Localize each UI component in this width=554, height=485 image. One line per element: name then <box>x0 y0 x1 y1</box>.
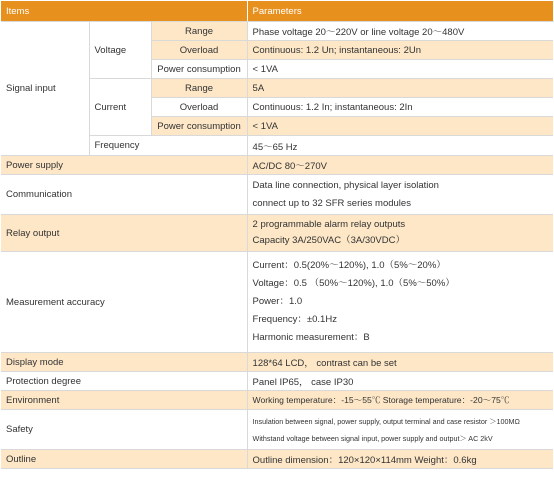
table-header <box>1 1 553 22</box>
header-parameters: Parameters <box>247 1 553 22</box>
safety-line: Withstand voltage between signal input, power supply and output＞ AC 2kV <box>252 433 493 443</box>
voltage-power-label: Power consumption <box>151 60 247 79</box>
communication-value <box>247 175 553 215</box>
accuracy-line: Current：0.5(20%～120%), 1.0（5%～20%） <box>252 260 446 271</box>
voltage-overload-label: Overload <box>151 41 247 60</box>
current-range-value: 5A <box>247 79 553 98</box>
display-mode-value: 128*64 LCD， contrast can be set <box>247 353 553 372</box>
table-row <box>1 156 553 175</box>
frequency-label: Frequency <box>89 136 247 156</box>
communication-line: Data line connection, physical layer isolation <box>252 179 439 191</box>
environment-value: Working temperature：-15～55℃ Storage temperature：-20～75℃ <box>247 391 553 410</box>
current-power-label: Power consumption <box>151 117 247 136</box>
voltage-label: Voltage <box>89 22 151 79</box>
table-row <box>1 175 553 215</box>
relay-output-line: Capacity 3A/250VAC（3A/30VDC） <box>252 235 405 246</box>
relay-output-line: 2 programmable alarm relay outputs <box>252 219 406 230</box>
current-overload-value: Continuous: 1.2 In; instantaneous: 2In <box>247 98 553 117</box>
voltage-overload-value: Continuous: 1.2 Un; instantaneous: 2Un <box>247 41 553 60</box>
current-overload-label: Overload <box>151 98 247 117</box>
voltage-power-value: < 1VA <box>247 60 553 79</box>
measurement-accuracy-value <box>247 252 553 353</box>
voltage-range-value: Phase voltage 20～220V or line voltage 20～480V <box>247 22 553 41</box>
accuracy-line: Frequency：±0.1Hz <box>252 314 337 325</box>
current-power-value: < 1VA <box>247 117 553 136</box>
measurement-accuracy-label: Measurement accuracy <box>1 252 247 353</box>
protection-degree-label: Protection degree <box>1 372 247 391</box>
voltage-range-label: Range <box>151 22 247 41</box>
table-row <box>1 391 553 410</box>
frequency-value: 45～65 Hz <box>247 136 553 156</box>
current-range-label: Range <box>151 79 247 98</box>
accuracy-line: Harmonic measurement：B <box>252 332 370 343</box>
accuracy-line: Power：1.0 <box>252 296 303 307</box>
relay-output-label: Relay output <box>1 215 247 252</box>
safety-label: Safety <box>1 410 247 450</box>
accuracy-line: Voltage：0.5 （50%～120%), 1.0（5%～50%） <box>252 278 455 289</box>
relay-output-value <box>247 215 553 252</box>
outline-value: Outline dimension：120×120×114mm Weight：0.6kg <box>247 450 553 469</box>
table-row <box>1 215 553 252</box>
environment-label: Environment <box>1 391 247 410</box>
safety-line: Insulation between signal, power supply, output terminal and case resistor ＞100MΩ <box>252 416 520 426</box>
table-row <box>1 372 553 391</box>
spec-table <box>1 1 554 469</box>
header-items: Items <box>1 1 247 22</box>
power-supply-label: Power supply <box>1 156 247 175</box>
outline-label: Outline <box>1 450 247 469</box>
communication-label: Communication <box>1 175 247 215</box>
table-row <box>1 252 553 353</box>
display-mode-label: Display mode <box>1 353 247 372</box>
table-row <box>1 450 553 469</box>
signal-input-label: Signal input <box>1 22 89 156</box>
safety-value <box>247 410 553 450</box>
table-row <box>1 410 553 450</box>
power-supply-value: AC/DC 80～270V <box>247 156 553 175</box>
protection-degree-value: Panel IP65， case IP30 <box>247 372 553 391</box>
table-row <box>1 353 553 372</box>
communication-line: connect up to 32 SFR series modules <box>252 197 411 209</box>
current-label: Current <box>89 79 151 136</box>
table-row <box>1 22 553 41</box>
